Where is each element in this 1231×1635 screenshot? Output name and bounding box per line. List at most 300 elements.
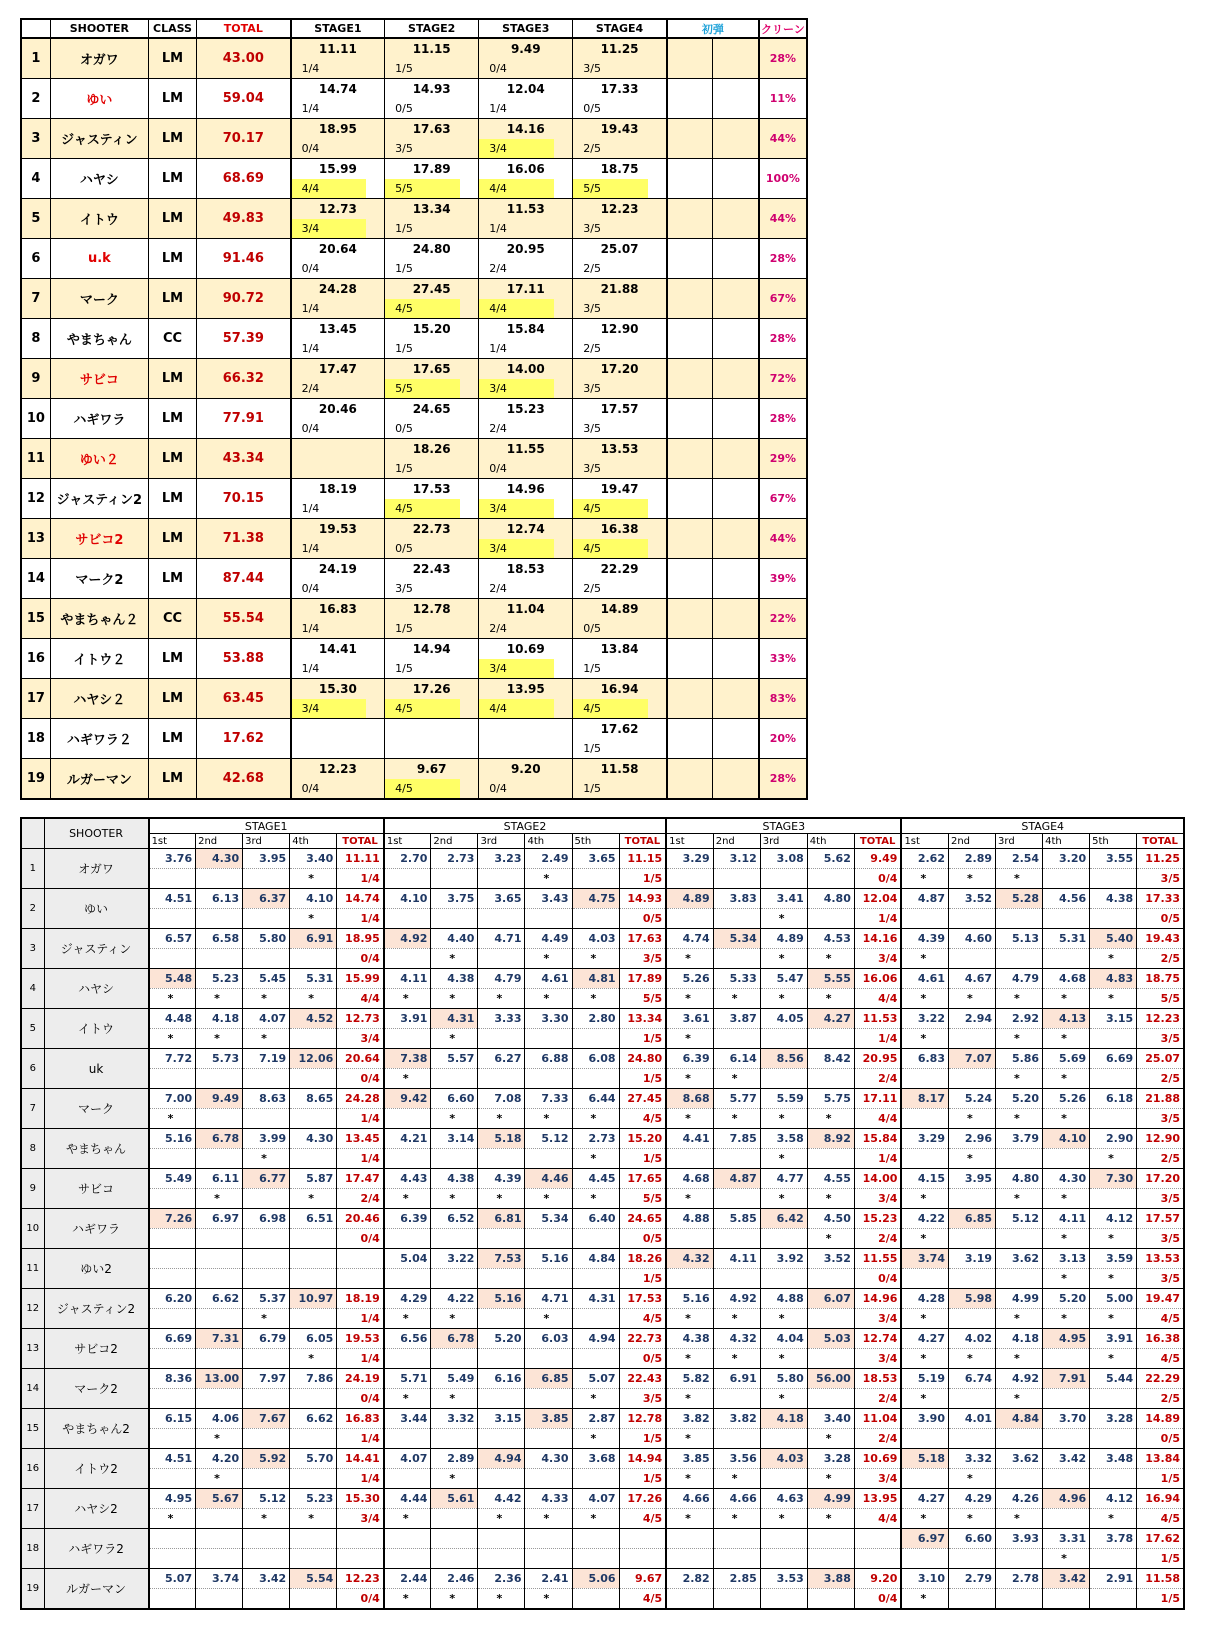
shot-time: 6.13 xyxy=(196,889,243,909)
hit-mark xyxy=(525,1029,572,1049)
stage-total-time: 15.99 xyxy=(337,969,384,989)
stage2-time: 14.94 xyxy=(385,639,479,660)
stage2-hits: 1/5 xyxy=(385,619,460,639)
stage1-hits: 0/4 xyxy=(291,259,366,279)
hit-mark: * xyxy=(807,1469,854,1489)
hit-mark xyxy=(713,1549,760,1569)
stage-total-hits: 3/4 xyxy=(854,1189,901,1209)
shot-time: 4.66 xyxy=(713,1489,760,1509)
hit-mark xyxy=(901,1109,948,1129)
shot-time: 8.92 xyxy=(807,1129,854,1149)
hit-mark xyxy=(149,1069,196,1089)
shot-time: 8.68 xyxy=(666,1089,713,1109)
shot-time: 4.80 xyxy=(996,1169,1043,1189)
shooter-name: ハヤシ２ xyxy=(50,679,148,719)
hit-mark xyxy=(196,1069,243,1089)
shot-time: 5.12 xyxy=(525,1129,572,1149)
hit-mark xyxy=(149,949,196,969)
shot-time: 5.12 xyxy=(996,1209,1043,1229)
hit-mark: * xyxy=(666,1389,713,1409)
stage-total-hits: 0/4 xyxy=(337,1069,384,1089)
clean-rate: 72% xyxy=(759,359,807,399)
stage-total-time: 24.80 xyxy=(619,1049,666,1069)
hit-mark xyxy=(384,1429,431,1449)
hit-mark: * xyxy=(901,1349,948,1369)
hit-mark: * xyxy=(384,1509,431,1529)
hit-mark: * xyxy=(666,1109,713,1129)
stage2-hits xyxy=(385,739,460,759)
shot-time: 4.94 xyxy=(572,1329,619,1349)
shot-time: 5.20 xyxy=(1043,1289,1090,1309)
stage2-hits-blank xyxy=(460,379,479,399)
stage-total-time: 18.53 xyxy=(854,1369,901,1389)
hit-mark: * xyxy=(525,989,572,1009)
stage2-time: 24.80 xyxy=(385,239,479,260)
stage-total-time: 15.20 xyxy=(619,1129,666,1149)
shot-time: 4.88 xyxy=(760,1289,807,1309)
hit-mark: * xyxy=(478,1509,525,1529)
shot-col-header: 2nd xyxy=(196,834,243,849)
shot-col-header: 4th xyxy=(525,834,572,849)
hit-mark xyxy=(196,1549,243,1569)
stage-total-hits: 0/4 xyxy=(854,1269,901,1289)
hit-mark xyxy=(431,1509,478,1529)
shot-time: 5.16 xyxy=(478,1289,525,1309)
hit-mark: * xyxy=(948,1469,995,1489)
stage3-hits-blank xyxy=(554,619,573,639)
shooter-total: 59.04 xyxy=(197,79,291,119)
hit-mark xyxy=(478,949,525,969)
shot-time: 6.08 xyxy=(572,1049,619,1069)
shot-time: 3.20 xyxy=(1043,849,1090,869)
stage1-hits: 0/4 xyxy=(291,779,366,799)
clean-rate: 83% xyxy=(759,679,807,719)
stage-total-time: 11.55 xyxy=(854,1249,901,1269)
shot-time: 3.41 xyxy=(760,889,807,909)
shot-time: 4.43 xyxy=(384,1169,431,1189)
stage-total-time: 17.47 xyxy=(337,1169,384,1189)
shot-time: 4.60 xyxy=(948,929,995,949)
stage1-time: 24.19 xyxy=(291,559,385,580)
shooter-total: 55.54 xyxy=(197,599,291,639)
shot-time: 3.23 xyxy=(478,849,525,869)
hit-mark xyxy=(525,1389,572,1409)
shot-time xyxy=(290,1249,337,1269)
hit-mark: * xyxy=(431,1309,478,1329)
hit-mark: * xyxy=(431,1189,478,1209)
stage-total-time: 11.11 xyxy=(337,849,384,869)
stage4-hits: 4/5 xyxy=(573,499,648,519)
detail-row xyxy=(21,1289,1184,1309)
stage1-hits: 1/4 xyxy=(291,499,366,519)
shooter-name: ハギワラ２ xyxy=(50,719,148,759)
stage4-hits-blank xyxy=(648,499,667,519)
shooter-total: 17.62 xyxy=(197,719,291,759)
shot-time: 3.31 xyxy=(1043,1529,1090,1549)
shot-time: 4.51 xyxy=(149,889,196,909)
stage-total-time: 14.74 xyxy=(337,889,384,909)
shot-time: 5.55 xyxy=(807,969,854,989)
stage1-hits: 1/4 xyxy=(291,59,366,79)
hit-mark xyxy=(196,1109,243,1129)
stage3-time: 11.55 xyxy=(479,439,573,460)
hit-mark: * xyxy=(760,1189,807,1209)
stage1-hits-blank xyxy=(366,179,385,199)
shooter-total: 77.91 xyxy=(197,399,291,439)
shot-time: 3.62 xyxy=(996,1249,1043,1269)
hit-mark xyxy=(525,1429,572,1449)
shot-time: 3.42 xyxy=(243,1569,290,1589)
stage2-hits-blank xyxy=(460,539,479,559)
hit-mark xyxy=(478,1029,525,1049)
shooter-name: ハヤシ xyxy=(50,159,148,199)
stage2-hits-blank xyxy=(460,59,479,79)
shot-time: 6.52 xyxy=(431,1209,478,1229)
stage1-hits: 0/4 xyxy=(291,579,366,599)
hit-mark xyxy=(713,1429,760,1449)
hit-mark: * xyxy=(1043,1189,1090,1209)
first-shot-a xyxy=(667,239,713,279)
summary-row xyxy=(21,519,807,540)
shot-time: 4.88 xyxy=(666,1209,713,1229)
shooter-name: ハギワラ xyxy=(50,399,148,439)
summary-table xyxy=(20,18,808,800)
hit-mark: * xyxy=(713,1109,760,1129)
hit-mark xyxy=(572,1309,619,1329)
hit-mark xyxy=(713,1029,760,1049)
stage-total-hits: 3/4 xyxy=(854,1349,901,1369)
shot-time: 2.73 xyxy=(572,1129,619,1149)
detail-row xyxy=(21,1089,1184,1109)
stage4-hits-blank xyxy=(648,659,667,679)
header-stage3: STAGE3 xyxy=(479,19,573,38)
shot-time: 7.08 xyxy=(478,1089,525,1109)
detail-row-marks xyxy=(21,989,1184,1009)
detail-shooter-number: 9 xyxy=(21,1169,44,1209)
shot-time: 6.57 xyxy=(149,929,196,949)
header-clean: クリーン xyxy=(759,19,807,38)
hit-mark: * xyxy=(901,869,948,889)
shot-time: 5.75 xyxy=(807,1089,854,1109)
stage2-hits: 4/5 xyxy=(385,779,460,799)
detail-row xyxy=(21,929,1184,949)
stage3-hits-blank xyxy=(554,99,573,119)
hit-mark: * xyxy=(478,1589,525,1610)
hit-mark xyxy=(149,1429,196,1449)
shot-time: 4.18 xyxy=(196,1009,243,1029)
detail-shooter-number: 7 xyxy=(21,1089,44,1129)
shot-time: 4.81 xyxy=(572,969,619,989)
stage2-time: 15.20 xyxy=(385,319,479,340)
shot-col-header: 1st xyxy=(901,834,948,849)
detail-row-marks xyxy=(21,1469,1184,1489)
shot-time: 5.20 xyxy=(478,1329,525,1349)
hit-mark: * xyxy=(760,989,807,1009)
shot-time: 4.31 xyxy=(572,1289,619,1309)
stage-total-header: TOTAL xyxy=(1137,834,1184,849)
stage-total-time: 11.04 xyxy=(854,1409,901,1429)
hit-mark xyxy=(243,1429,290,1449)
summary-row xyxy=(21,199,807,220)
stage3-time: 18.53 xyxy=(479,559,573,580)
detail-row-marks xyxy=(21,1189,1184,1209)
shot-time: 6.97 xyxy=(901,1529,948,1549)
hit-mark xyxy=(196,1229,243,1249)
shot-time: 4.20 xyxy=(196,1449,243,1469)
detail-shooter-number: 13 xyxy=(21,1329,44,1369)
hit-mark: * xyxy=(384,1589,431,1610)
stage-total-hits: 0/5 xyxy=(619,1229,666,1249)
hit-mark: * xyxy=(901,1589,948,1610)
shot-time: 4.46 xyxy=(525,1169,572,1189)
stage4-hits: 2/5 xyxy=(573,339,648,359)
stage1-hits: 1/4 xyxy=(291,659,366,679)
stage-total-hits: 4/5 xyxy=(1137,1509,1184,1529)
stage-total-hits: 1/4 xyxy=(337,1109,384,1129)
stage3-hits: 3/4 xyxy=(479,379,554,399)
hit-mark: * xyxy=(572,1149,619,1169)
shot-time: 4.10 xyxy=(1043,1129,1090,1149)
shot-time: 6.88 xyxy=(525,1049,572,1069)
shot-time: 4.49 xyxy=(525,929,572,949)
stage-total-time: 16.06 xyxy=(854,969,901,989)
stage-total-hits: 3/5 xyxy=(1137,869,1184,889)
hit-mark: * xyxy=(1043,1549,1090,1569)
hit-mark: * xyxy=(384,989,431,1009)
shot-time: 5.77 xyxy=(713,1089,760,1109)
shot-time: 4.95 xyxy=(149,1489,196,1509)
detail-shooter-name: ハギワラ xyxy=(44,1209,149,1249)
hit-mark: * xyxy=(1043,1029,1090,1049)
header-first-shot: 初弾 xyxy=(667,19,759,38)
hit-mark: * xyxy=(431,989,478,1009)
shooter-class: LM xyxy=(148,279,196,319)
shooter-class: LM xyxy=(148,759,196,800)
detail-shooter-name: ゆい2 xyxy=(44,1249,149,1289)
stage-total-hits: 3/4 xyxy=(854,949,901,969)
detail-row xyxy=(21,969,1184,989)
stage2-time: 17.63 xyxy=(385,119,479,140)
stage2-hits-blank xyxy=(460,779,479,799)
stage3-time: 12.04 xyxy=(479,79,573,100)
hit-mark: * xyxy=(196,989,243,1009)
shot-time: 5.19 xyxy=(901,1369,948,1389)
shot-time: 56.00 xyxy=(807,1369,854,1389)
shooter-class: LM xyxy=(148,38,196,79)
first-shot-a xyxy=(667,719,713,759)
hit-mark xyxy=(996,949,1043,969)
shooter-class: LM xyxy=(148,479,196,519)
hit-mark: * xyxy=(666,1189,713,1209)
stage-total-hits: 1/5 xyxy=(619,1269,666,1289)
stage4-hits: 5/5 xyxy=(573,179,648,199)
shot-time: 3.68 xyxy=(572,1449,619,1469)
shooter-name: ゆい２ xyxy=(50,439,148,479)
shooter-class: LM xyxy=(148,719,196,759)
hit-mark xyxy=(572,1349,619,1369)
hit-mark xyxy=(1090,1189,1137,1209)
shot-time xyxy=(290,1529,337,1549)
stage3-hits: 4/4 xyxy=(479,699,554,719)
shot-col-header: 2nd xyxy=(431,834,478,849)
hit-mark: * xyxy=(807,1429,854,1449)
stage-total-time: 13.84 xyxy=(1137,1449,1184,1469)
hit-mark: * xyxy=(478,1109,525,1129)
hit-mark xyxy=(478,1389,525,1409)
stage-total-hits xyxy=(619,1549,666,1569)
detail-shooter-name: マーク xyxy=(44,1089,149,1129)
stage-total-time: 11.25 xyxy=(1137,849,1184,869)
stage2-hits-blank xyxy=(460,619,479,639)
hit-mark xyxy=(948,1029,995,1049)
hit-mark xyxy=(290,1589,337,1610)
stage1-hits: 1/4 xyxy=(291,539,366,559)
shooter-number: 4 xyxy=(21,159,50,199)
shot-time: 4.18 xyxy=(760,1409,807,1429)
shot-time: 3.74 xyxy=(196,1569,243,1589)
hit-mark xyxy=(760,1469,807,1489)
hit-mark: * xyxy=(760,1509,807,1529)
hit-mark xyxy=(713,1189,760,1209)
hit-mark xyxy=(525,909,572,929)
stage-total-hits: 2/5 xyxy=(1137,1389,1184,1409)
stage-total-time: 24.28 xyxy=(337,1089,384,1109)
detail-shooter-number: 1 xyxy=(21,849,44,889)
shot-time: 6.56 xyxy=(384,1329,431,1349)
hit-mark: * xyxy=(1090,1149,1137,1169)
shot-col-header: 5th xyxy=(1090,834,1137,849)
hit-mark xyxy=(149,1149,196,1169)
first-shot-a xyxy=(667,359,713,399)
shot-time: 4.68 xyxy=(1043,969,1090,989)
shot-time: 4.10 xyxy=(384,889,431,909)
first-shot-a xyxy=(667,479,713,519)
hit-mark xyxy=(196,1389,243,1409)
stage-total-time: 13.53 xyxy=(1137,1249,1184,1269)
shot-time: 5.13 xyxy=(996,929,1043,949)
stage1-time: 19.53 xyxy=(291,519,385,540)
shot-time: 3.48 xyxy=(1090,1449,1137,1469)
shot-time: 4.50 xyxy=(807,1209,854,1229)
stage2-hits-blank xyxy=(460,459,479,479)
hit-mark: * xyxy=(901,1509,948,1529)
detail-body xyxy=(21,849,1184,1610)
shot-time: 6.74 xyxy=(948,1369,995,1389)
shot-time: 10.97 xyxy=(290,1289,337,1309)
hit-mark: * xyxy=(760,1109,807,1129)
stage-total-hits: 3/4 xyxy=(337,1509,384,1529)
shot-time: 3.29 xyxy=(666,849,713,869)
shot-time: 7.97 xyxy=(243,1369,290,1389)
hit-mark xyxy=(431,1349,478,1369)
shot-time: 3.55 xyxy=(1090,849,1137,869)
stage-total-time: 13.45 xyxy=(337,1129,384,1149)
stage1-hits: 0/4 xyxy=(291,139,366,159)
detail-shooter-number: 16 xyxy=(21,1449,44,1489)
shot-time: 4.83 xyxy=(1090,969,1137,989)
hit-mark xyxy=(290,1149,337,1169)
shot-time: 6.42 xyxy=(760,1209,807,1229)
stage4-hits: 3/5 xyxy=(573,459,648,479)
shot-time: 5.33 xyxy=(713,969,760,989)
hit-mark xyxy=(478,1229,525,1249)
stage2-hits: 4/5 xyxy=(385,699,460,719)
shot-col-header: 1st xyxy=(666,834,713,849)
shot-time: 4.38 xyxy=(666,1329,713,1349)
shot-time: 2.85 xyxy=(713,1569,760,1589)
shot-time: 4.38 xyxy=(431,969,478,989)
shot-time: 5.12 xyxy=(243,1489,290,1509)
stage4-hits-blank xyxy=(648,139,667,159)
stage-total-hits: 0/5 xyxy=(1137,909,1184,929)
stage3-hits-blank xyxy=(554,539,573,559)
shooter-number: 11 xyxy=(21,439,50,479)
shot-time: 4.68 xyxy=(666,1169,713,1189)
stage3-hits: 2/4 xyxy=(479,579,554,599)
hit-mark: * xyxy=(807,989,854,1009)
hit-mark: * xyxy=(290,869,337,889)
shot-time xyxy=(243,1249,290,1269)
first-shot-b xyxy=(713,439,759,479)
hit-mark: * xyxy=(149,1509,196,1529)
shot-time: 6.62 xyxy=(290,1409,337,1429)
stage4-hits-blank xyxy=(648,339,667,359)
stage-total-hits: 2/4 xyxy=(854,1429,901,1449)
shot-time xyxy=(431,1529,478,1549)
stage1-hits-blank xyxy=(366,699,385,719)
stage-total-time xyxy=(854,1529,901,1549)
hit-mark xyxy=(478,1429,525,1449)
shot-time: 6.81 xyxy=(478,1209,525,1229)
shooter-number: 19 xyxy=(21,759,50,800)
stage4-time: 19.43 xyxy=(573,119,667,140)
hit-mark xyxy=(901,1429,948,1449)
shot-time: 4.12 xyxy=(1090,1209,1137,1229)
hit-mark xyxy=(431,1429,478,1449)
hit-mark xyxy=(243,1229,290,1249)
shot-time: 7.26 xyxy=(149,1209,196,1229)
stage-total-time: 19.53 xyxy=(337,1329,384,1349)
hit-mark: * xyxy=(807,1509,854,1529)
hit-mark xyxy=(478,1349,525,1369)
detail-row xyxy=(21,1449,1184,1469)
stage4-hits: 0/5 xyxy=(573,99,648,119)
stage1-time: 15.30 xyxy=(291,679,385,700)
shot-col-header: 3rd xyxy=(243,834,290,849)
stage-total-hits: 1/5 xyxy=(619,1149,666,1169)
stage3-hits-blank xyxy=(554,419,573,439)
shot-time: 6.44 xyxy=(572,1089,619,1109)
stage3-hits: 1/4 xyxy=(479,219,554,239)
stage4-time: 17.57 xyxy=(573,399,667,420)
hit-mark: * xyxy=(572,989,619,1009)
stage2-time: 24.65 xyxy=(385,399,479,420)
shooter-number: 13 xyxy=(21,519,50,559)
detail-row-marks xyxy=(21,1069,1184,1089)
stage3-time: 15.84 xyxy=(479,319,573,340)
clean-rate: 44% xyxy=(759,199,807,239)
hit-mark: * xyxy=(996,1069,1043,1089)
stage-total-hits: 1/5 xyxy=(1137,1469,1184,1489)
shooter-name: サビコ2 xyxy=(50,519,148,559)
hit-mark: * xyxy=(572,1389,619,1409)
shot-time: 3.29 xyxy=(901,1129,948,1149)
stage4-hits-blank xyxy=(648,539,667,559)
stage-total-hits: 3/5 xyxy=(1137,1189,1184,1209)
detail-row-marks xyxy=(21,1149,1184,1169)
shot-time: 4.26 xyxy=(996,1489,1043,1509)
detail-row xyxy=(21,1209,1184,1229)
